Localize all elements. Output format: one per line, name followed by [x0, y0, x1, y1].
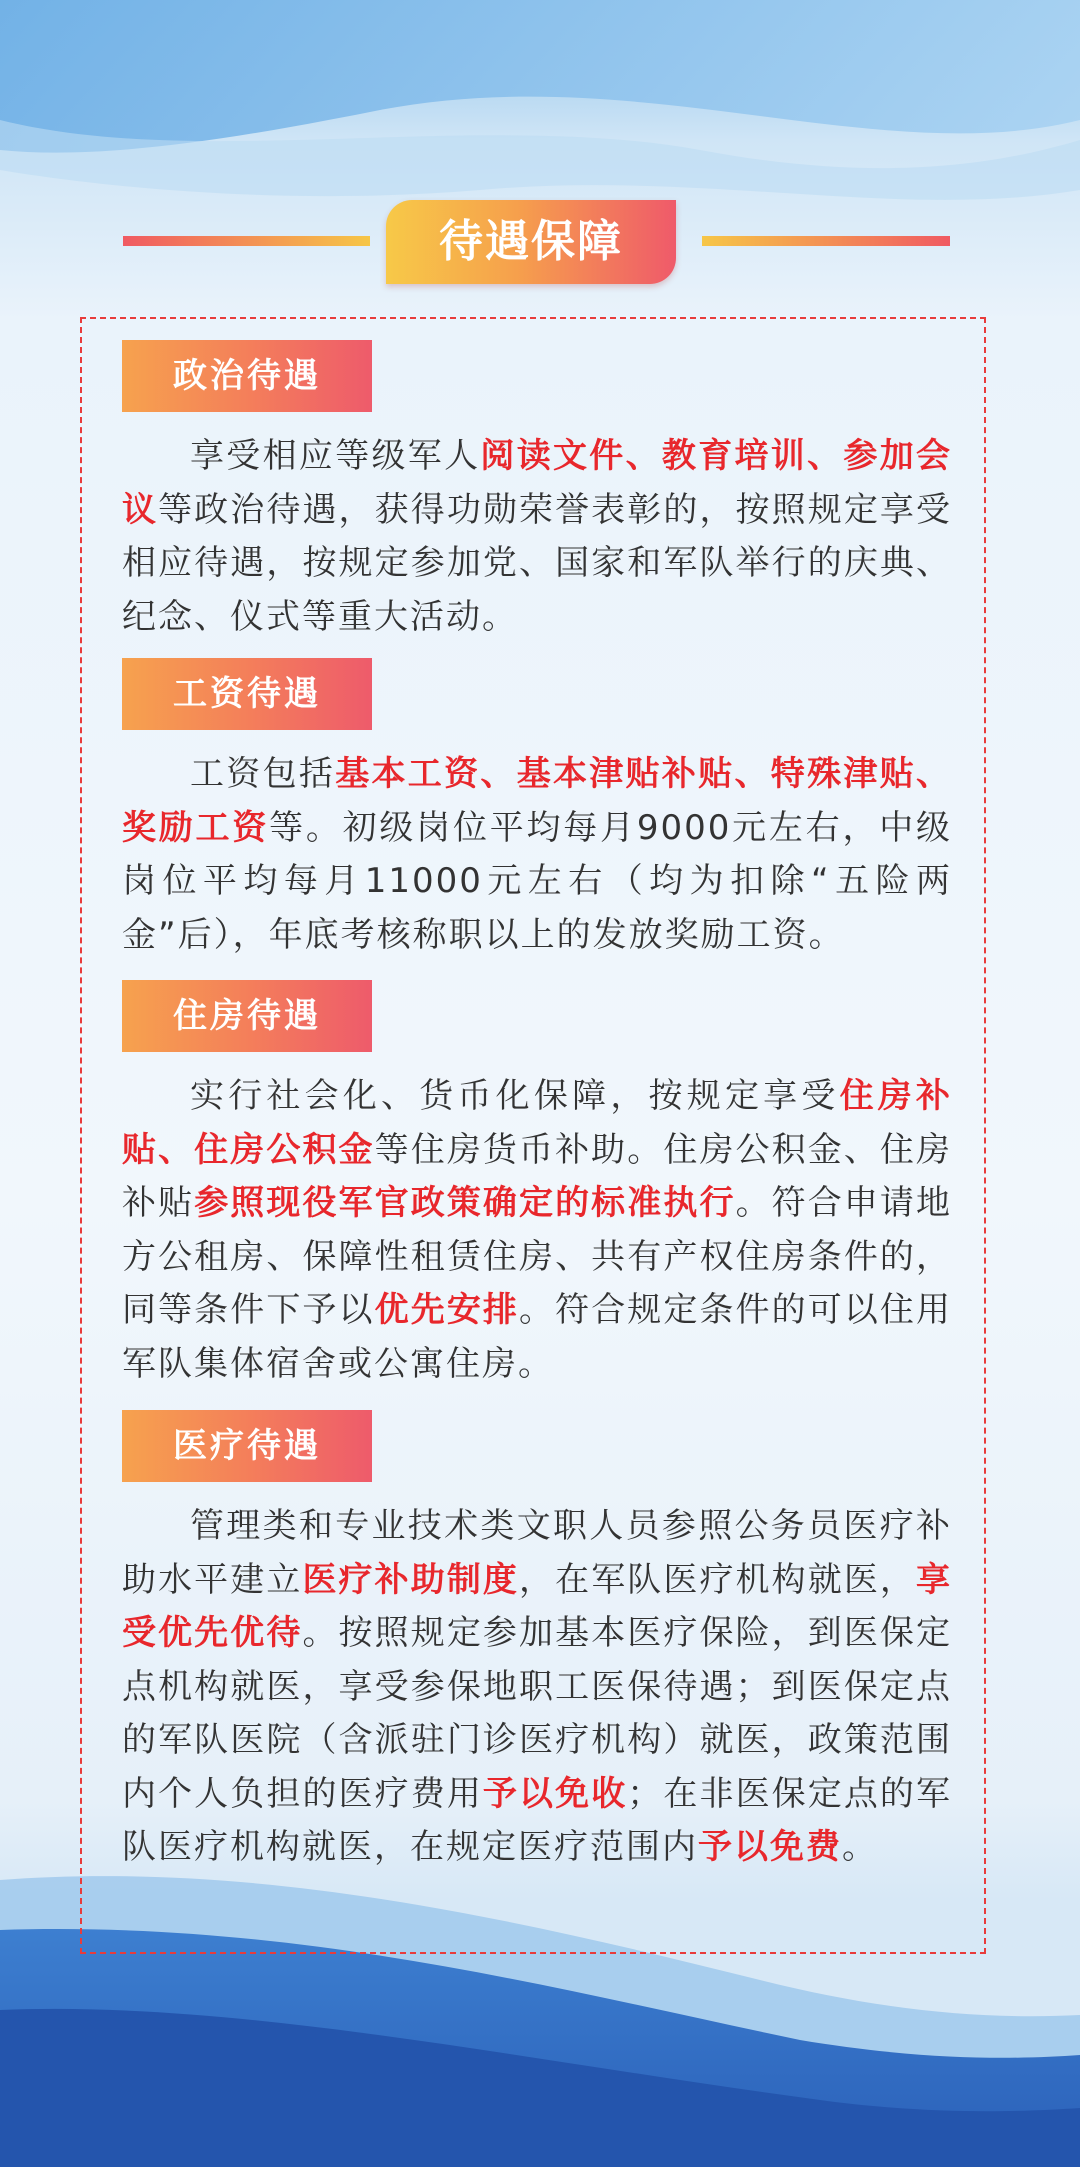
- body-text: 实行社会化、货币化保障，按规定享受: [190, 1076, 840, 1116]
- section-housing: [122, 980, 952, 1391]
- section-heading: 医疗待遇: [122, 1410, 372, 1482]
- body-text: 。符合申请地方公租房、保障性租赁住房、共有产权住房条件的，同等条件下予以: [122, 1183, 953, 1330]
- body-text: 工资包括: [190, 754, 336, 794]
- body-text: 等。初级岗位平均每月9000元左右，中级岗位平均每月11000元左右（均为扣除“五险两金”后），年底考核称职以上的发放奖励工资。: [122, 807, 952, 955]
- highlight-text: 住房补贴、住房公积金: [122, 1076, 952, 1170]
- section-heading: 住房待遇: [122, 980, 372, 1052]
- title-decor-line-left: [123, 236, 370, 246]
- body-text: ，在军队医疗机构就医，: [519, 1559, 917, 1600]
- section-political: [122, 340, 952, 644]
- body-text: 等政治待遇，获得功勋荣誉表彰的，按照规定享受相应待遇，按规定参加党、国家和军队举行的庆典、纪念、仪式等重大活动。: [122, 489, 953, 637]
- title-banner: [0, 200, 1080, 286]
- section-heading: 工资待遇: [122, 658, 372, 730]
- page-title: 待遇保障: [386, 200, 676, 284]
- highlight-text: 予以免费: [698, 1827, 842, 1867]
- section-paragraph: [122, 1070, 952, 1391]
- section-paragraph: [122, 748, 952, 962]
- section-paragraph: [122, 430, 952, 644]
- body-text: 等住房货币补助。住房公积金、住房补贴: [122, 1129, 953, 1223]
- highlight-text: 享受优先优待: [122, 1559, 953, 1653]
- body-text: 享受相应等级军人: [190, 436, 481, 476]
- highlight-text: 医疗补助制度: [302, 1559, 520, 1600]
- highlight-text: 参照现役军官政策确定的标准执行: [194, 1183, 736, 1223]
- body-text: 。符合规定条件的可以住用军队集体宿舍或公寓住房。: [122, 1290, 953, 1384]
- section-paragraph: [122, 1500, 952, 1875]
- highlight-text: 基本工资、基本津贴补贴、特殊津贴、奖励工资: [122, 754, 953, 848]
- highlight-text: 优先安排: [374, 1290, 520, 1330]
- section-heading: 政治待遇: [122, 340, 372, 412]
- section-salary: [122, 658, 952, 962]
- body-text: 。: [842, 1827, 878, 1867]
- body-text: 管理类和专业技术类文职人员参照公务员医疗补助水平建立: [122, 1506, 952, 1600]
- section-medical: [122, 1410, 952, 1875]
- highlight-text: 阅读文件、教育培训、参加会议: [122, 436, 953, 530]
- body-text: ；在非医保定点的军队医疗机构就医，在规定医疗范围内: [122, 1773, 953, 1867]
- body-text: 。按照规定参加基本医疗保险，到医保定点机构就医，享受参保地职工医保待遇；到医保定点的军队医院（含派驻门诊医疗机构）就医，政策范围内个人负担的医疗费用: [122, 1613, 953, 1814]
- highlight-text: 予以免收: [482, 1773, 628, 1814]
- title-decor-line-right: [702, 236, 950, 246]
